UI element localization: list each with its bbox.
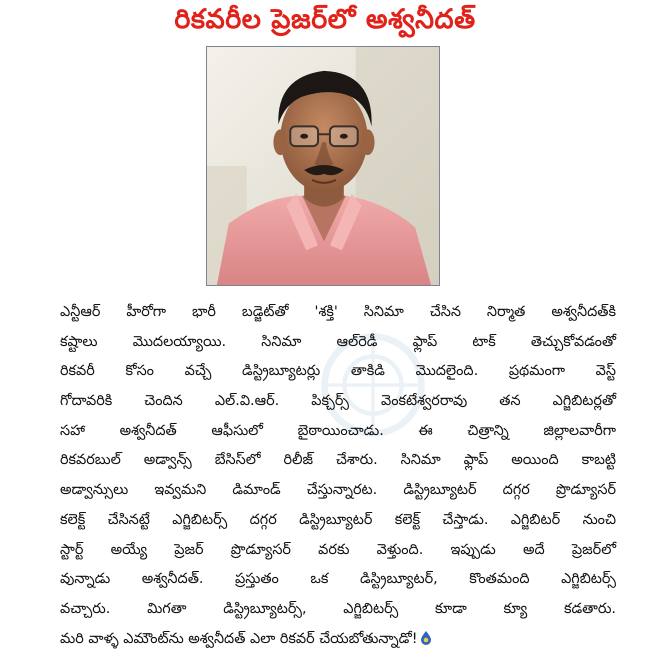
portrait-illustration [207, 47, 439, 285]
article-line-text: మరి వాళ్ళ ఎమౌంట్‌ను అశ్వనీదత్ ఎలా రికవర్ చేయబోతున్నాడో! [60, 630, 418, 647]
article-line: స్టార్ట్ అయ్యే ప్రెజర్ ప్రొడ్యూసర్ వరకు వెళ్తుంది. ఇప్పుడు అదే ప్రెజర్‌లో [60, 541, 616, 558]
article-line: వున్నాడు అశ్వనీదత్. ప్రస్తుతం ఒక డిస్ట్రిబ్యూటర్, కొంతమంది ఎగ్జిబిటర్స్ [60, 571, 616, 588]
article-line: అడ్వాన్సులు ఇవ్వమని డిమాండ్ చేస్తున్నారట. డిస్ట్రిబ్యూటర్ దగ్గర ప్రొడ్యూసర్ [60, 482, 616, 499]
article-line: సహా అశ్వనీదత్ ఆఫీసులో బైఠాయించాడు. ఈ చిత్రాన్ని జిల్లాలవారీగా [60, 422, 616, 439]
article-line: రికవరబుల్ అడ్వాన్స్ బేసిస్‌లో రిలీజ్ చేశారు. సినిమా ఫ్లాప్ అయింది కాబట్టి [60, 452, 616, 469]
page-title: రికవరీల ప్రెజర్‌లో అశ్వనీదత్ [174, 4, 476, 35]
portrait-photo [206, 46, 440, 286]
article-body [60, 298, 616, 654]
article-line: రికవరీ కోసం వచ్చే డిస్ట్రిబ్యూటర్లు తాకిడి మొదలైంది. ప్రథమంగా వెస్ట్ [60, 363, 616, 380]
article-line: గోదావరికి చెందిన ఎల్.వి.ఆర్. పిక్చర్స్ వెంకటేశ్వరరావు తన ఎగ్జిబిటర్లతో [60, 393, 616, 410]
article-line: ఎన్టీఆర్ హీరోగా భారీ బడ్జెట్‌తో 'శక్తి' సినిమా చేసిన నిర్మాత అశ్వనీదత్‌కి [60, 304, 616, 320]
article-line: కలెక్ట్ చేసినట్టే ఎగ్జిబిటర్స్ దగ్గర డిస్ట్రిబ్యూటర్ కలెక్ట్ చేస్తాడు. ఎగ్జిబిటర్ నుంచి [60, 511, 616, 528]
drop-logo-icon [420, 631, 432, 645]
article-line: కష్టాలు మొదలయ్యాయి. సినిమా ఆల్‌రెడీ ఫ్లాప్ టాక్ తెచ్చుకోవడంతో [60, 333, 616, 350]
article-line-last [60, 625, 616, 655]
article-line: వచ్చారు. మిగతా డిస్ట్రిబ్యూటర్స్, ఎగ్జిబిటర్స్ కూడా క్యూ కడతారు. [60, 600, 616, 617]
